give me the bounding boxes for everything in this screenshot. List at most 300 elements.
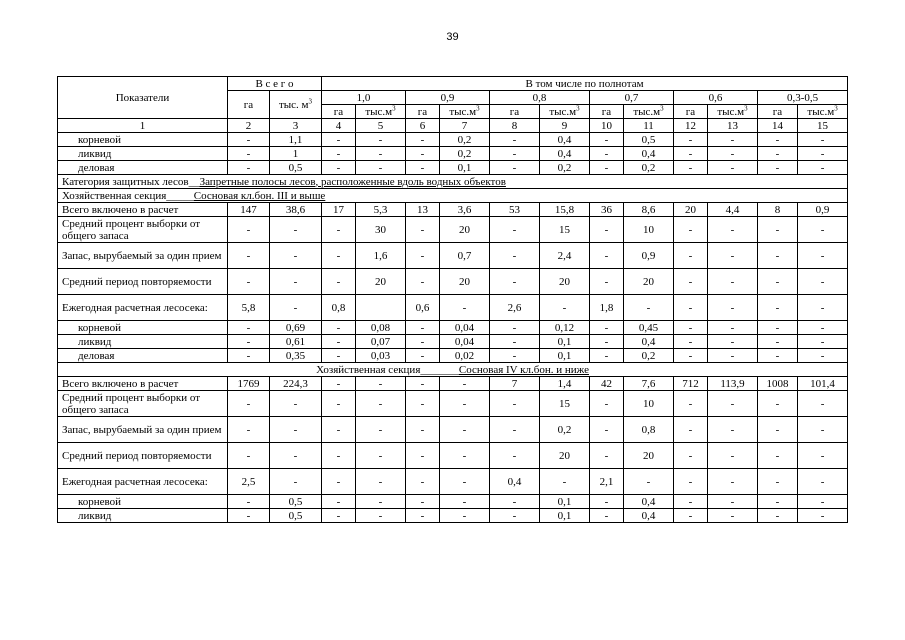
table-row [58, 161, 848, 175]
table-cell: - [490, 217, 540, 243]
table-cell: 0,02 [440, 349, 490, 363]
table-cell: 0,1 [540, 495, 590, 509]
table-cell: - [322, 133, 356, 147]
table-cell: - [674, 443, 708, 469]
table-cell: - [490, 321, 540, 335]
table-cell: - [674, 295, 708, 321]
table-cell: - [708, 321, 758, 335]
table-cell: 0,2 [540, 417, 590, 443]
table-row [58, 243, 848, 269]
table-cell: - [490, 391, 540, 417]
table-cell: - [490, 243, 540, 269]
table-cell: - [758, 417, 798, 443]
table-cell: 38,6 [270, 203, 322, 217]
table-cell: - [674, 469, 708, 495]
table-cell: - [322, 391, 356, 417]
table-cell: 0,35 [270, 349, 322, 363]
table-cell: - [228, 133, 270, 147]
table-cell: - [798, 335, 848, 349]
table-cell: - [228, 417, 270, 443]
table-cell: 15 [540, 217, 590, 243]
table-cell: - [590, 391, 624, 417]
header-total-volume: тыс. $м^3$ [270, 91, 322, 119]
table-cell: 147 [228, 203, 270, 217]
table-cell: - [322, 335, 356, 349]
section-header: Хозяйственная секция_______Сосновая IV кл.бон. и ниже [58, 363, 848, 377]
table-cell: - [798, 217, 848, 243]
table-cell: - [674, 495, 708, 509]
table-cell: 0,04 [440, 321, 490, 335]
table-cell: 0,04 [440, 335, 490, 349]
table-cell: 15 [540, 391, 590, 417]
column-number: 6 [406, 119, 440, 133]
table-cell: 42 [590, 377, 624, 391]
table-cell: - [590, 417, 624, 443]
table-row [58, 203, 848, 217]
table-cell: 0,4 [624, 495, 674, 509]
table-cell: 20 [356, 269, 406, 295]
table-cell: 20 [674, 203, 708, 217]
table-cell: - [406, 469, 440, 495]
table-cell: - [590, 243, 624, 269]
column-number: 10 [590, 119, 624, 133]
table-cell: - [540, 469, 590, 495]
table-cell: - [490, 495, 540, 509]
table-cell: - [798, 133, 848, 147]
table-cell: - [624, 469, 674, 495]
table-cell: 7,6 [624, 377, 674, 391]
table-cell: 0,5 [270, 509, 322, 523]
table-cell: 224,3 [270, 377, 322, 391]
table-cell: - [590, 443, 624, 469]
table-cell: - [270, 391, 322, 417]
table-cell: - [406, 495, 440, 509]
table-cell: - [490, 161, 540, 175]
table-cell: - [490, 509, 540, 523]
table-cell: 0,9 [798, 203, 848, 217]
table-cell: 0,2 [440, 147, 490, 161]
table-cell: - [322, 443, 356, 469]
table-cell: - [758, 509, 798, 523]
table-cell: - [674, 321, 708, 335]
header-by-density: В том числе по полнотам [322, 77, 848, 91]
table-cell: - [228, 391, 270, 417]
table-cell: - [406, 147, 440, 161]
density-group: 0,9 [406, 91, 490, 105]
table-cell: 0,03 [356, 349, 406, 363]
table-cell: - [322, 349, 356, 363]
table-cell: - [270, 243, 322, 269]
table-cell: - [590, 147, 624, 161]
table-cell: - [322, 509, 356, 523]
row-label: Запас, вырубаемый за один прием [58, 417, 228, 443]
table-cell: - [356, 443, 406, 469]
category-line: Категория защитных лесов__Запретные полосы лесов, расположенные вдоль водных объектов [58, 175, 848, 189]
table-cell: - [322, 417, 356, 443]
table-cell: 0,4 [624, 335, 674, 349]
table-cell: - [758, 217, 798, 243]
table-cell: 1,1 [270, 133, 322, 147]
row-label: корневой [58, 321, 228, 335]
table-cell: 0,5 [270, 161, 322, 175]
unit-ha: га [758, 105, 798, 119]
table-cell: 0,5 [624, 133, 674, 147]
table-cell: - [674, 147, 708, 161]
table-cell: - [406, 133, 440, 147]
table-row [58, 321, 848, 335]
table-cell: - [322, 377, 356, 391]
table-cell: - [708, 509, 758, 523]
row-label: Средний процент выборки от общего запаса [58, 217, 228, 243]
table-cell: - [270, 443, 322, 469]
table-cell: - [590, 335, 624, 349]
table-cell: - [590, 509, 624, 523]
category-value: Запретные полосы лесов, расположенные вдоль водных объектов [199, 175, 506, 188]
category-prefix: Категория защитных лесов [62, 175, 189, 188]
table-cell: - [406, 161, 440, 175]
table-cell: - [490, 133, 540, 147]
table-cell: - [590, 217, 624, 243]
table-cell: - [798, 443, 848, 469]
table-cell: - [708, 417, 758, 443]
column-number: 3 [270, 119, 322, 133]
row-label: деловая [58, 349, 228, 363]
table-cell: 20 [624, 269, 674, 295]
table-cell: - [674, 509, 708, 523]
column-number: 7 [440, 119, 490, 133]
column-number: 4 [322, 119, 356, 133]
table-cell: - [406, 269, 440, 295]
table-cell: - [758, 147, 798, 161]
table-cell: - [758, 443, 798, 469]
table-cell: 17 [322, 203, 356, 217]
table-cell: - [406, 391, 440, 417]
table-cell: - [322, 217, 356, 243]
table-cell: - [798, 417, 848, 443]
table-cell: - [490, 443, 540, 469]
table-cell: - [590, 495, 624, 509]
table-cell: 1008 [758, 377, 798, 391]
table-cell: - [674, 217, 708, 243]
table-cell: - [406, 243, 440, 269]
table-cell: 0,1 [440, 161, 490, 175]
table-cell: - [270, 295, 322, 321]
column-number: 5 [356, 119, 406, 133]
table-cell: 0,69 [270, 321, 322, 335]
table-cell: 1,4 [540, 377, 590, 391]
table-cell: - [228, 161, 270, 175]
table-cell: - [708, 217, 758, 243]
row-label: деловая [58, 161, 228, 175]
table-cell: 53 [490, 203, 540, 217]
table-cell: - [440, 509, 490, 523]
table-cell: - [322, 469, 356, 495]
table-cell: 0,1 [540, 349, 590, 363]
unit-volume: $тыс.м^3$ [440, 105, 490, 119]
table-cell: - [798, 509, 848, 523]
table-cell: - [758, 469, 798, 495]
table-cell: - [406, 417, 440, 443]
table-cell: - [356, 417, 406, 443]
table-cell: - [758, 295, 798, 321]
unit-volume: $тыс.м^3$ [708, 105, 758, 119]
section-header: Хозяйственная секция_____Сосновая кл.бон. III и выше [58, 189, 848, 203]
density-group: 0,6 [674, 91, 758, 105]
table-row [58, 495, 848, 509]
table-cell: 0,2 [440, 133, 490, 147]
table-cell: - [228, 269, 270, 295]
table-cell: 0,7 [440, 243, 490, 269]
table-cell: - [674, 391, 708, 417]
unit-ha: га [674, 105, 708, 119]
table-cell: 101,4 [798, 377, 848, 391]
table-cell: - [798, 391, 848, 417]
table-cell: 2,5 [228, 469, 270, 495]
page-number: 39 [446, 31, 459, 43]
table-cell: 20 [624, 443, 674, 469]
table-row [58, 217, 848, 243]
unit-ha: га [490, 105, 540, 119]
table-row [58, 335, 848, 349]
density-group: 0,7 [590, 91, 674, 105]
table-cell: 0,61 [270, 335, 322, 349]
unit-volume: $тыс.м^3$ [624, 105, 674, 119]
table-row [58, 147, 848, 161]
table-cell: - [440, 443, 490, 469]
table-cell: - [490, 417, 540, 443]
table-cell: 0,4 [540, 147, 590, 161]
table-cell: - [270, 417, 322, 443]
row-label: Ежегодная расчетная лесосека: [58, 469, 228, 495]
table-cell: 20 [440, 217, 490, 243]
table-cell: 0,8 [322, 295, 356, 321]
table-cell: - [490, 335, 540, 349]
row-label: Всего включено в расчет [58, 203, 228, 217]
table-cell: - [270, 469, 322, 495]
table-cell: 36 [590, 203, 624, 217]
table-cell: 113,9 [708, 377, 758, 391]
table-cell: 0,9 [624, 243, 674, 269]
table-cell: - [490, 349, 540, 363]
table-cell: 0,1 [540, 335, 590, 349]
table-cell: - [758, 335, 798, 349]
table-cell: 0,2 [540, 161, 590, 175]
density-group: 0,8 [490, 91, 590, 105]
table-cell: - [674, 161, 708, 175]
table-cell: - [322, 243, 356, 269]
column-number: 13 [708, 119, 758, 133]
table-cell: 4,4 [708, 203, 758, 217]
table-cell: 20 [540, 269, 590, 295]
table-cell: 0,4 [624, 509, 674, 523]
table-cell: 1,6 [356, 243, 406, 269]
table-cell: - [406, 509, 440, 523]
unit-volume: $тыс.м^3$ [798, 105, 848, 119]
table-cell: 10 [624, 217, 674, 243]
table-cell: - [590, 321, 624, 335]
row-label: Запас, вырубаемый за один прием [58, 243, 228, 269]
table-cell: - [708, 295, 758, 321]
table-cell: - [270, 269, 322, 295]
table-cell: 8,6 [624, 203, 674, 217]
table-cell: - [440, 495, 490, 509]
table-cell: 0,6 [406, 295, 440, 321]
table-cell: 0,45 [624, 321, 674, 335]
table-cell: - [440, 377, 490, 391]
table-cell: 3,6 [440, 203, 490, 217]
table-cell: - [708, 391, 758, 417]
table-cell: 1 [270, 147, 322, 161]
table-cell: - [674, 417, 708, 443]
table-cell: 0,07 [356, 335, 406, 349]
table-cell: 0,12 [540, 321, 590, 335]
table-cell: - [798, 321, 848, 335]
table-cell: - [708, 243, 758, 269]
table-row [58, 349, 848, 363]
table-cell: - [758, 269, 798, 295]
table-row [58, 469, 848, 495]
table-cell: 5,3 [356, 203, 406, 217]
table-cell: - [490, 269, 540, 295]
table-row [58, 133, 848, 147]
table-cell: - [228, 321, 270, 335]
density-group: 1,0 [322, 91, 406, 105]
table-cell: 8 [758, 203, 798, 217]
column-numbers-row [58, 119, 848, 133]
table-cell: - [674, 335, 708, 349]
column-number: 14 [758, 119, 798, 133]
table-cell: - [406, 349, 440, 363]
table-cell: - [674, 243, 708, 269]
table-cell: - [758, 391, 798, 417]
table-cell: 0,4 [490, 469, 540, 495]
table-cell: - [322, 269, 356, 295]
column-number: 8 [490, 119, 540, 133]
table-row [58, 509, 848, 523]
table-cell: - [228, 443, 270, 469]
density-group: 0,3-0,5 [758, 91, 848, 105]
table-cell: 0,4 [540, 133, 590, 147]
table-cell: - [406, 335, 440, 349]
column-number: 2 [228, 119, 270, 133]
category-row [58, 175, 848, 189]
row-label: корневой [58, 133, 228, 147]
table-cell: - [708, 133, 758, 147]
column-number: 12 [674, 119, 708, 133]
unit-ha: га [406, 105, 440, 119]
table-cell: - [356, 469, 406, 495]
table-cell: 13 [406, 203, 440, 217]
table-cell: - [406, 443, 440, 469]
row-label: Средний период повторяемости [58, 443, 228, 469]
table-cell: - [798, 495, 848, 509]
table-cell: - [798, 469, 848, 495]
section-header-row [58, 189, 848, 203]
table-cell: 20 [440, 269, 490, 295]
table-cell: - [440, 417, 490, 443]
unit-ha: га [590, 105, 624, 119]
table-cell: - [758, 243, 798, 269]
table-cell: 0,5 [270, 495, 322, 509]
table-cell: - [228, 495, 270, 509]
header-total-ha: га [228, 91, 270, 119]
table-cell: 0,08 [356, 321, 406, 335]
row-label: Средний период повторяемости [58, 269, 228, 295]
table-cell: - [540, 295, 590, 321]
table-cell: - [356, 509, 406, 523]
table-cell: - [490, 147, 540, 161]
table-cell: 2,1 [590, 469, 624, 495]
table-cell: 712 [674, 377, 708, 391]
unit-volume: $тыс.м^3$ [540, 105, 590, 119]
table-cell: - [270, 217, 322, 243]
table-cell: 0,8 [624, 417, 674, 443]
felling-table [57, 76, 848, 523]
table-cell: - [440, 295, 490, 321]
table-row [58, 391, 848, 417]
column-number: 1 [58, 119, 228, 133]
column-number: 15 [798, 119, 848, 133]
table-cell: - [708, 161, 758, 175]
table-cell: 15,8 [540, 203, 590, 217]
table-cell: - [758, 161, 798, 175]
header-row-1 [58, 77, 848, 91]
section-header-row [58, 363, 848, 377]
table-cell: 7 [490, 377, 540, 391]
header-total: В с е г о [228, 77, 322, 91]
table-cell: - [228, 217, 270, 243]
table-cell: - [674, 349, 708, 363]
table-cell: - [798, 269, 848, 295]
table-cell: - [356, 377, 406, 391]
table-cell: 30 [356, 217, 406, 243]
table-cell: - [228, 335, 270, 349]
table-cell: - [590, 269, 624, 295]
table-row [58, 269, 848, 295]
table-cell: 20 [540, 443, 590, 469]
table-cell: - [674, 133, 708, 147]
table-cell: - [798, 147, 848, 161]
table-cell: - [758, 133, 798, 147]
row-label: корневой [58, 495, 228, 509]
table-cell: - [798, 295, 848, 321]
unit-ha: га [322, 105, 356, 119]
table-cell: - [590, 349, 624, 363]
table-cell: - [228, 509, 270, 523]
table-cell: 1,8 [590, 295, 624, 321]
table-cell: - [590, 161, 624, 175]
table-row [58, 295, 848, 321]
table-cell: 0,2 [624, 161, 674, 175]
table-cell: - [708, 269, 758, 295]
row-label: Ежегодная расчетная лесосека: [58, 295, 228, 321]
table-cell: - [708, 335, 758, 349]
row-label: Средний процент выборки от общего запаса [58, 391, 228, 417]
table-cell: - [708, 349, 758, 363]
column-number: 9 [540, 119, 590, 133]
table-cell: - [228, 349, 270, 363]
table-cell: - [356, 495, 406, 509]
table-row [58, 443, 848, 469]
table-row [58, 377, 848, 391]
row-label: ликвид [58, 509, 228, 523]
table-cell: 2,6 [490, 295, 540, 321]
table-cell: - [798, 243, 848, 269]
table-cell: - [356, 161, 406, 175]
table-cell: - [758, 349, 798, 363]
table-row [58, 417, 848, 443]
table-cell: - [440, 469, 490, 495]
